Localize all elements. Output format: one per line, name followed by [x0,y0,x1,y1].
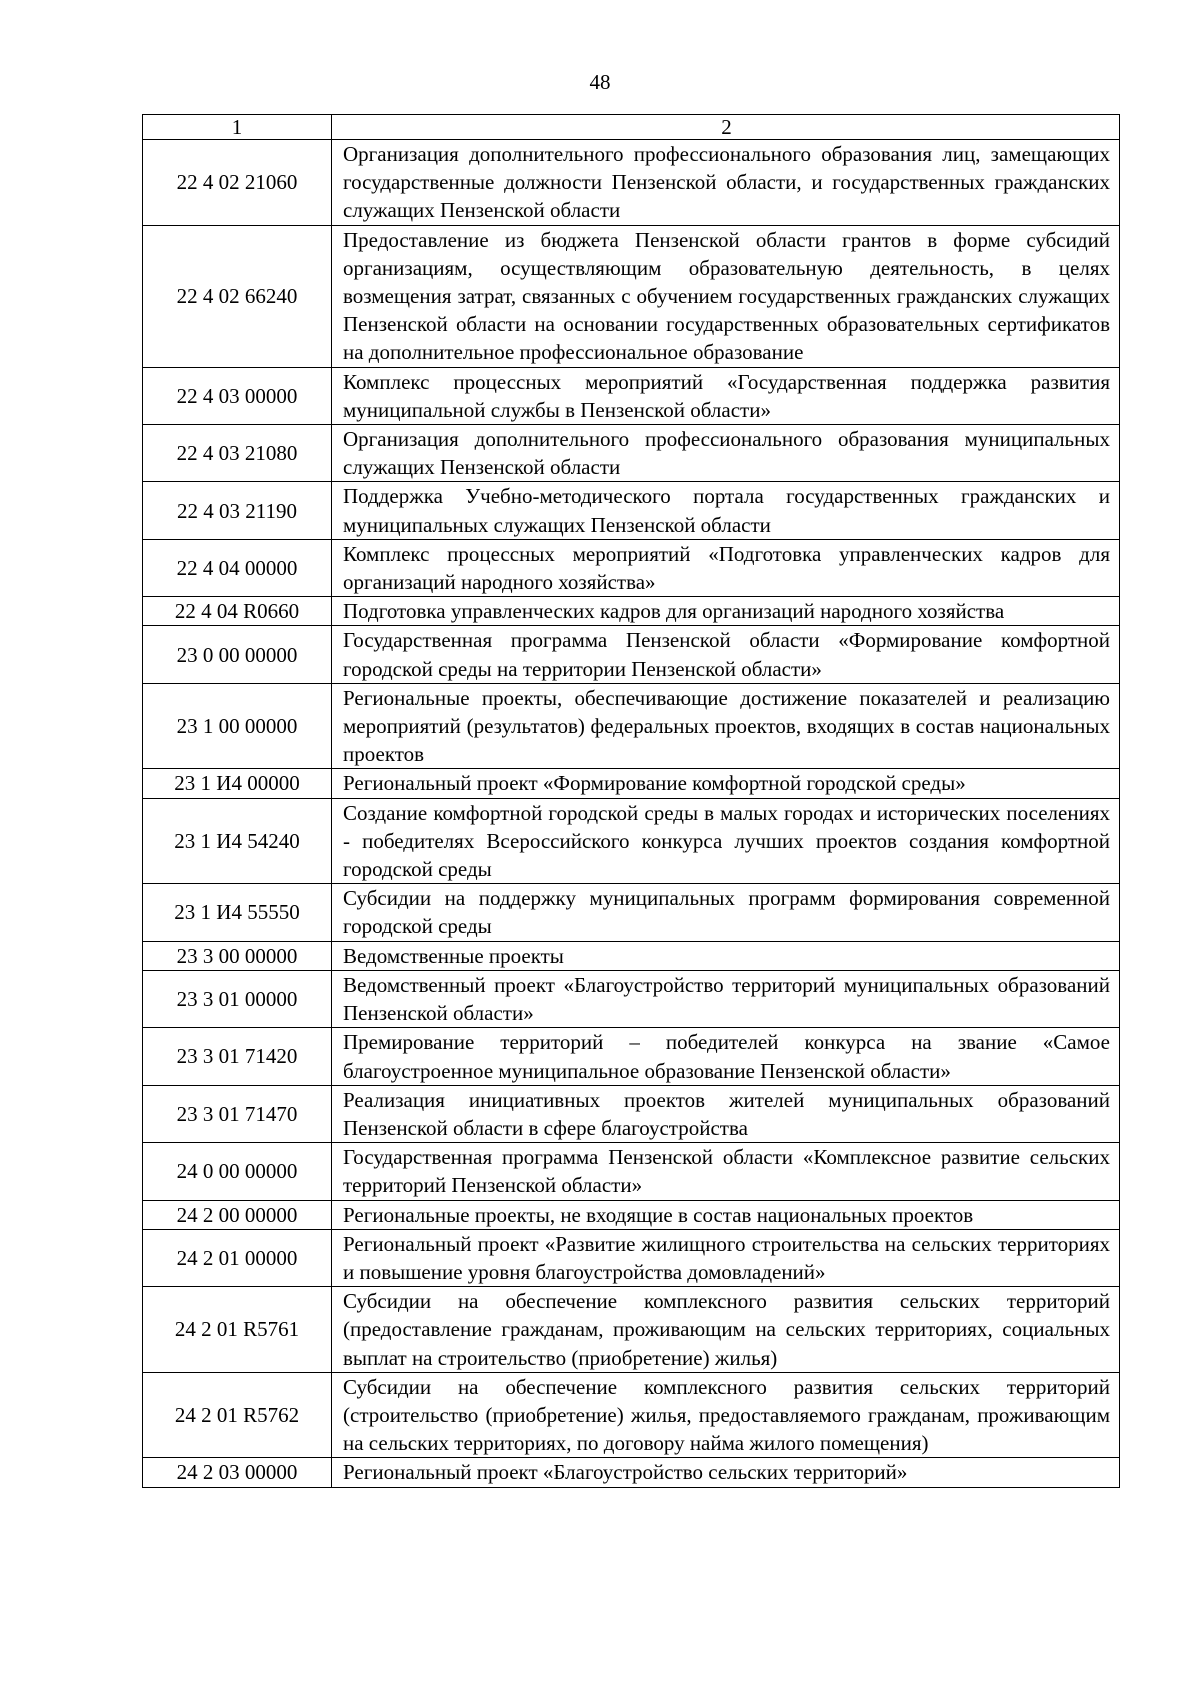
row-description: Региональный проект «Развитие жилищного строительства на сельских территориях и повышение уровня благоустройства домовладений» [332,1229,1120,1286]
row-code: 22 4 03 00000 [143,367,332,424]
table-row [143,597,1120,626]
column-header-code: 1 [143,115,332,140]
table-row [143,941,1120,970]
row-description: Субсидии на обеспечение комплексного развития сельских территорий (предоставление гражданам, проживающим на сельских территориях, социальных выплат на строительство (приобретение) жилья) [332,1287,1120,1373]
row-description: Организация дополнительного профессионального образования муниципальных служащих Пензенской области [332,425,1120,482]
table-row [143,482,1120,539]
budget-codes-table [142,114,1120,1488]
table-row [143,626,1120,683]
table-row [143,970,1120,1027]
row-description: Субсидии на поддержку муниципальных программ формирования современной городской среды [332,884,1120,941]
table-row [143,1200,1120,1229]
row-code: 24 0 00 00000 [143,1143,332,1200]
row-code: 24 2 00 00000 [143,1200,332,1229]
table-row [143,1143,1120,1200]
row-code: 22 4 04 R0660 [143,597,332,626]
row-code: 23 1 И4 55550 [143,884,332,941]
row-code: 23 3 00 00000 [143,941,332,970]
row-code: 23 3 01 71470 [143,1085,332,1142]
row-description: Субсидии на обеспечение комплексного развития сельских территорий (строительство (приобретение) жилья, предоставляемого гражданам, проживающим на сельских территориях, по договору найма жилого помещения) [332,1372,1120,1458]
row-code: 23 1 00 00000 [143,683,332,769]
table-row [143,1458,1120,1487]
column-header-description: 2 [332,115,1120,140]
row-description: Ведомственные проекты [332,941,1120,970]
table-row [143,367,1120,424]
table-row [143,1085,1120,1142]
row-code: 22 4 04 00000 [143,539,332,596]
row-code: 23 3 01 00000 [143,970,332,1027]
row-code: 23 1 И4 54240 [143,798,332,884]
row-description: Региональный проект «Благоустройство сельских территорий» [332,1458,1120,1487]
table-row [143,1287,1120,1373]
table-row [143,425,1120,482]
row-code: 24 2 01 00000 [143,1229,332,1286]
row-code: 22 4 02 66240 [143,225,332,367]
row-code: 22 4 03 21190 [143,482,332,539]
row-description: Создание комфортной городской среды в малых городах и исторических поселениях - победителях Всероссийского конкурса лучших проектов создания комфортной городской среды [332,798,1120,884]
table-row [143,683,1120,769]
row-description: Организация дополнительного профессионального образования лиц, замещающих государственные должности Пензенской области, и государственных гражданских служащих Пензенской области [332,140,1120,226]
row-description: Ведомственный проект «Благоустройство территорий муниципальных образований Пензенской области» [332,970,1120,1027]
table-body [143,115,1120,1488]
table-row [143,140,1120,226]
row-code: 24 2 01 R5761 [143,1287,332,1373]
row-description: Предоставление из бюджета Пензенской области грантов в форме субсидий организациям, осуществляющим образовательную деятельность, в целях возмещения затрат, связанных с обучением государственных гражданских служащих Пензенской области на основании государственных образовательных сертификатов на дополнительное профессиональное образование [332,225,1120,367]
row-code: 24 2 03 00000 [143,1458,332,1487]
row-code: 22 4 03 21080 [143,425,332,482]
table-row [143,1372,1120,1458]
table-row [143,1028,1120,1085]
row-description: Региональные проекты, не входящие в состав национальных проектов [332,1200,1120,1229]
row-code: 22 4 02 21060 [143,140,332,226]
row-description: Комплекс процессных мероприятий «Государственная поддержка развития муниципальной службы в Пензенской области» [332,367,1120,424]
table-row [143,539,1120,596]
table-row [143,769,1120,798]
row-description: Региональный проект «Формирование комфортной городской среды» [332,769,1120,798]
page-number: 48 [589,70,611,94]
row-description: Подготовка управленческих кадров для организаций народного хозяйства [332,597,1120,626]
table-row [143,225,1120,367]
table-header-row [143,115,1120,140]
row-code: 23 1 И4 00000 [143,769,332,798]
row-description: Государственная программа Пензенской области «Комплексное развитие сельских территорий Пензенской области» [332,1143,1120,1200]
row-code: 24 2 01 R5762 [143,1372,332,1458]
row-code: 23 0 00 00000 [143,626,332,683]
row-code: 23 3 01 71420 [143,1028,332,1085]
table-row [143,884,1120,941]
row-description: Региональные проекты, обеспечивающие достижение показателей и реализацию мероприятий (результатов) федеральных проектов, входящих в состав национальных проектов [332,683,1120,769]
row-description: Государственная программа Пензенской области «Формирование комфортной городской среды на территории Пензенской области» [332,626,1120,683]
row-description: Реализация инициативных проектов жителей муниципальных образований Пензенской области в сфере благоустройства [332,1085,1120,1142]
row-description: Комплекс процессных мероприятий «Подготовка управленческих кадров для организаций народного хозяйства» [332,539,1120,596]
table-row [143,1229,1120,1286]
table-row [143,798,1120,884]
row-description: Поддержка Учебно-методического портала государственных гражданских и муниципальных служащих Пензенской области [332,482,1120,539]
row-description: Премирование территорий – победителей конкурса на звание «Самое благоустроенное муниципальное образование Пензенской области» [332,1028,1120,1085]
